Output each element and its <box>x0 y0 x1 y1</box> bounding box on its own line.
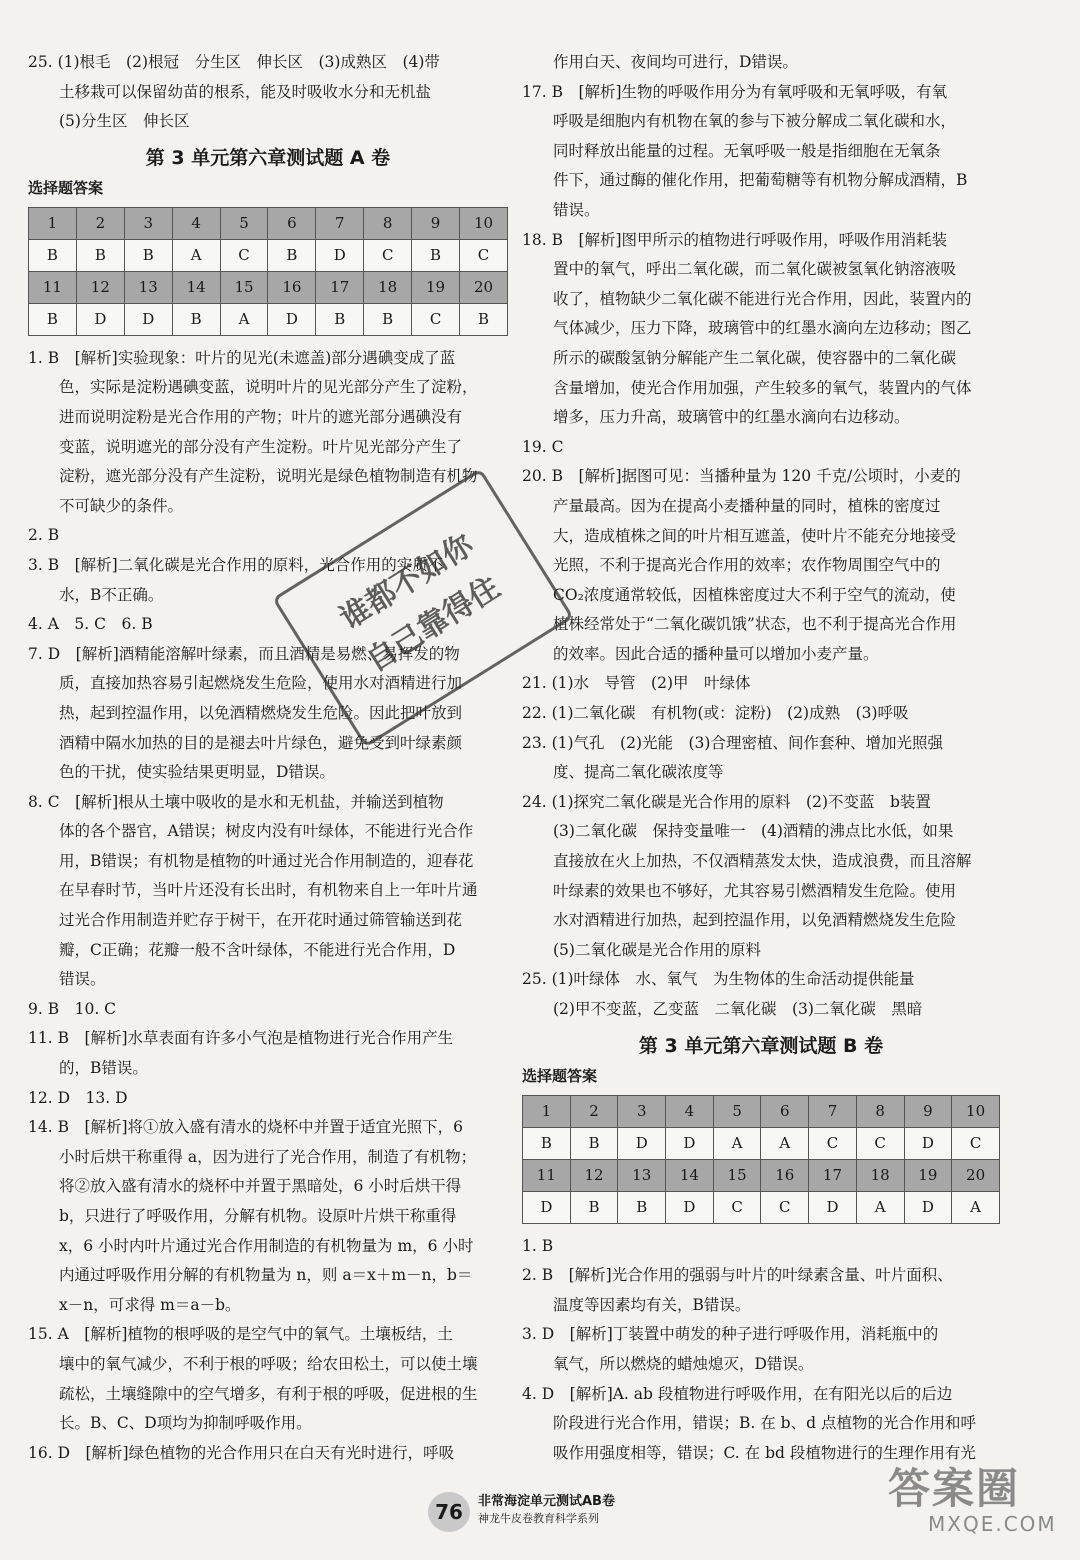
text-line: 所示的碳酸氢钠分解能产生二氧化碳，使容器中的二氧化碳 <box>522 348 957 367</box>
text-line: 叶绿素的效果也不够好，尤其容易引燃酒精发生危险。使用 <box>522 881 957 900</box>
table-cell: B <box>570 1127 618 1159</box>
text-line: x，6 小时内叶片通过光合作用制造的有机物量为 m，6 小时 <box>28 1236 474 1255</box>
text-line: 吸作用强度相等，错误；C. 在 bd 段植物进行的生理作用有光 <box>522 1443 976 1462</box>
table-cell: D <box>268 303 316 335</box>
stamp-text: 谁都不如你 自己靠得住 <box>333 527 507 680</box>
table-cell: C <box>713 1191 761 1223</box>
text-line: 变蓝，说明遮光的部分没有产生淀粉。叶片见光部分产生了 <box>28 437 463 456</box>
table-cell: 12 <box>570 1159 618 1191</box>
text-line: 淀粉，遮光部分没有产生淀粉，说明光是绿色植物制造有机物 <box>28 467 478 486</box>
left-column <box>28 48 508 1468</box>
table-cell: D <box>124 303 172 335</box>
table-cell: C <box>809 1127 857 1159</box>
table-cell: 16 <box>268 271 316 303</box>
text-line: 大，造成植株之间的叶片相互遮盖，使叶片不能充分地接受 <box>522 526 957 545</box>
text-line: 错误。 <box>522 200 600 219</box>
text-line: 水对酒精进行加热，起到控温作用，以免酒精燃烧发生危险 <box>522 911 957 930</box>
table-row <box>523 1159 1000 1191</box>
table-cell: C <box>952 1127 1000 1159</box>
text-line: 25. (1)叶绿体 水、氧气 为生物体的生命活动提供能量 <box>522 970 915 989</box>
text-line: 不可缺少的条件。 <box>28 496 184 515</box>
table-cell: C <box>761 1191 809 1223</box>
text-line: 的效率。因此合适的播种量可以增加小麦产量。 <box>522 644 879 663</box>
text-line: 14. B [解析]将①放入盛有清水的烧杯中并置于适宜光照下，6 <box>28 1118 463 1137</box>
text-line: 含量增加，使光合作用加强，产生较多的氧气，装置内的气体 <box>522 378 972 397</box>
table-cell: 8 <box>856 1095 904 1127</box>
text-line: 水，B不正确。 <box>28 585 164 604</box>
table-cell: 5 <box>220 207 268 239</box>
text-line: 19. C <box>522 437 564 456</box>
text-line: 4. D [解析]A. ab 段植物进行呼吸作用，在有阳光以后的后边 <box>522 1384 953 1403</box>
table-cell: 7 <box>316 207 364 239</box>
table-cell: 17 <box>809 1159 857 1191</box>
text-line: 热，起到控温作用，以免酒精燃烧发生危险。因此把叶放到 <box>28 703 463 722</box>
table-cell: A <box>713 1127 761 1159</box>
text-line: 疏松，土壤缝隙中的空气增多，有利于根的呼吸，促进根的生 <box>28 1384 478 1403</box>
text-line: 22. (1)二氧化碳 有机物(或：淀粉) (2)成熟 (3)呼吸 <box>522 704 909 723</box>
table-cell: 7 <box>809 1095 857 1127</box>
text-line: 体的各个器官，A错误；树皮内没有叶绿体，不能进行光合作 <box>28 822 474 841</box>
text-line: 17. B [解析]生物的呼吸作用分为有氧呼吸和无氧呼吸，有氧 <box>522 82 948 101</box>
table-cell: C <box>412 303 460 335</box>
table-row <box>29 207 508 239</box>
text-line: 度、提高二氧化碳浓度等 <box>522 763 724 782</box>
text-line: (5)二氧化碳是光合作用的原料 <box>522 940 761 959</box>
table-cell: 18 <box>856 1159 904 1191</box>
table-cell: 9 <box>412 207 460 239</box>
table-cell: 3 <box>124 207 172 239</box>
text-line: 小时后烘干称重得 a，因为进行了光合作用，制造了有机物； <box>28 1147 477 1166</box>
text-line: 同时释放出能量的过程。无氧呼吸一般是指细胞在无氧条 <box>522 141 941 160</box>
text-line: 7. D [解析]酒精能溶解叶绿素，而且酒精是易燃、易挥发的物 <box>28 644 460 663</box>
table-cell: C <box>856 1127 904 1159</box>
left-top-answers <box>28 48 508 137</box>
text-line: 2. B [解析]光合作用的强弱与叶片的叶绿素含量、叶片面积、 <box>522 1266 953 1285</box>
text-line: 8. C [解析]根从土壤中吸收的是水和无机盐，并输送到植物 <box>28 792 444 811</box>
text-line: 色，实际是淀粉遇碘变蓝，说明叶片的见光部分产生了淀粉， <box>28 378 478 397</box>
text-line: 呼吸是细胞内有机物在氧的参与下被分解成二氧化碳和水， <box>522 112 957 131</box>
right-bottom-explanations <box>522 1232 1000 1469</box>
text-line: (3)二氧化碳 保持变量唯一 (4)酒精的沸点比水低，如果 <box>522 822 954 841</box>
text-line: 直接放在火上加热，不仅酒精蒸发太快，造成浪费，而且溶解 <box>522 852 972 871</box>
text-line: 20. B [解析]据图可见：当播种量为 120 千克/公顷时，小麦的 <box>522 467 961 486</box>
table-cell: B <box>460 303 508 335</box>
text-line: 件下，通过酶的催化作用，把葡萄糖等有机物分解成酒精，B <box>522 171 968 190</box>
text-line: 壤中的氧气减少，不利于根的呼吸；给农田松土，可以使土壤 <box>28 1354 478 1373</box>
table-cell: 18 <box>364 271 412 303</box>
text-line: 1. B [解析]实验现象：叶片的见光(未遮盖)部分遇碘变成了蓝 <box>28 348 456 367</box>
table-row <box>523 1127 1000 1159</box>
text-line: (2)甲不变蓝，乙变蓝 二氧化碳 (3)二氧化碳 黑暗 <box>522 1000 923 1018</box>
text-line: CO₂浓度通常较低，因植株密度过大不利于空气的流动，使 <box>522 585 956 604</box>
text-line: 12. D 13. D <box>28 1088 128 1107</box>
text-line: 11. B [解析]水草表面有许多小气泡是植物进行光合作用产生 <box>28 1029 454 1048</box>
choice-answers-label-a: 选择题答案 <box>28 178 104 197</box>
text-line: 4. A 5. C 6. B <box>28 615 153 634</box>
table-cell: 20 <box>952 1159 1000 1191</box>
table-cell: B <box>316 303 364 335</box>
section-heading-b: 第 3 单元第六章测试题 B 卷 <box>638 1034 884 1057</box>
table-cell: 4 <box>172 207 220 239</box>
table-cell: 16 <box>761 1159 809 1191</box>
answer-table-a <box>28 207 508 336</box>
table-cell: 17 <box>316 271 364 303</box>
table-cell: C <box>460 239 508 271</box>
text-line: x－n，可求得 m＝a－b。 <box>28 1295 241 1314</box>
table-cell: 14 <box>172 271 220 303</box>
text-line: 24. (1)探究二氧化碳是光合作用的原料 (2)不变蓝 b装置 <box>522 792 931 811</box>
table-cell: A <box>856 1191 904 1223</box>
text-line: 3. B [解析]二氧化碳是光合作用的原料，光合作用的实质不 <box>28 555 444 574</box>
watermark-main: 答案圈 <box>888 1464 1021 1513</box>
text-line: 置中的氧气，呼出二氧化碳，而二氧化碳被氢氧化钠溶液吸 <box>522 260 957 279</box>
table-cell: 6 <box>268 207 316 239</box>
table-cell: B <box>618 1191 666 1223</box>
choice-answers-label-b: 选择题答案 <box>522 1066 598 1085</box>
text-line: 21. (1)水 导管 (2)甲 叶绿体 <box>522 674 751 693</box>
table-cell: B <box>124 239 172 271</box>
table-cell: D <box>666 1127 714 1159</box>
table-row <box>523 1191 1000 1223</box>
table-cell: 5 <box>713 1095 761 1127</box>
table-cell: 15 <box>220 271 268 303</box>
table-cell: B <box>29 239 77 271</box>
table-cell: B <box>76 239 124 271</box>
table-cell: D <box>666 1191 714 1223</box>
text-line: 作用白天、夜间均可进行，D错误。 <box>522 53 798 71</box>
table-cell: B <box>364 303 412 335</box>
text-line: 16. D [解析]绿色植物的光合作用只在白天有光时进行，呼吸 <box>28 1443 455 1462</box>
table-cell: D <box>809 1191 857 1223</box>
table-cell: D <box>618 1127 666 1159</box>
table-cell: 10 <box>952 1095 1000 1127</box>
table-cell: A <box>172 239 220 271</box>
table-cell: D <box>76 303 124 335</box>
table-cell: 1 <box>523 1095 571 1127</box>
text-line: 1. B <box>522 1236 554 1255</box>
table-cell: A <box>761 1127 809 1159</box>
table-cell: 1 <box>29 207 77 239</box>
table-cell: 20 <box>460 271 508 303</box>
text-line: 温度等因素均有关，B错误。 <box>522 1295 751 1314</box>
table-cell: 8 <box>364 207 412 239</box>
section-heading-a: 第 3 单元第六章测试题 A 卷 <box>145 146 391 169</box>
table-cell: B <box>268 239 316 271</box>
text-line: 15. A [解析]植物的根呼吸的是空气中的氧气。土壤板结，土 <box>28 1325 453 1344</box>
watermark-logo <box>888 1456 1068 1552</box>
table-cell: 9 <box>904 1095 952 1127</box>
text-line: 进而说明淀粉是光合作用的产物；叶片的遮光部分遇碘没有 <box>28 407 463 426</box>
table-cell: D <box>904 1191 952 1223</box>
table-cell: C <box>220 239 268 271</box>
watermark-url: MXQE.COM <box>928 1512 1057 1536</box>
text-line: 瓣，C正确；花瓣一般不含叶绿体，不能进行光合作用，D <box>28 940 456 959</box>
right-explanations <box>522 48 1000 1025</box>
table-cell: 11 <box>523 1159 571 1191</box>
text-line: 收了，植物缺少二氧化碳不能进行光合作用，因此，装置内的 <box>522 289 972 308</box>
table-cell: 15 <box>713 1159 761 1191</box>
text-line: 增多，压力升高，玻璃管中的红墨水滴向右边移动。 <box>522 408 910 427</box>
table-cell: 13 <box>618 1159 666 1191</box>
text-line: 产量最高。因为在提高小麦播种量的同时，植株的密度过 <box>522 496 941 515</box>
table-cell: D <box>316 239 364 271</box>
text-line: b，只进行了呼吸作用，分解有机物。设原叶片烘干称重得 <box>28 1207 457 1225</box>
text-line: 在早春时节，当叶片还没有长出时，有机物来自上一年叶片通 <box>28 881 478 900</box>
table-cell: 19 <box>412 271 460 303</box>
text-line: 25. (1)根毛 (2)根冠 分生区 伸长区 (3)成熟区 (4)带 <box>28 53 440 71</box>
text-line: 色的干扰，使实验结果更明显，D错误。 <box>28 763 335 782</box>
text-line: 植株经常处于“二氧化碳饥饿”状态，也不利于提高光合作用 <box>522 615 957 634</box>
text-line: 长。B、C、D项均为抑制呼吸作用。 <box>28 1414 312 1433</box>
text-line: 9. B 10. C <box>28 999 117 1018</box>
text-line: 23. (1)气孔 (2)光能 (3)合理密植、间作套种、增加光照强 <box>522 733 943 752</box>
text-line: 质，直接加热容易引起燃烧发生危险，使用水对酒精进行加 <box>28 674 463 693</box>
answer-table-b <box>522 1095 1000 1224</box>
table-cell: 6 <box>761 1095 809 1127</box>
series-subtitle: 神龙牛皮卷教育科学系列 <box>478 1512 599 1525</box>
table-cell: C <box>364 239 412 271</box>
table-cell: 14 <box>666 1159 714 1191</box>
right-column <box>522 48 1000 1468</box>
text-line: 酒精中隔水加热的目的是褪去叶片绿色，避免受到叶绿素颜 <box>28 733 463 752</box>
text-line: 错误。 <box>28 970 106 989</box>
table-row <box>523 1095 1000 1127</box>
table-cell: D <box>523 1191 571 1223</box>
text-line: 的，B错误。 <box>28 1059 148 1078</box>
text-line: 18. B [解析]图甲所示的植物进行呼吸作用，呼吸作用消耗装 <box>522 230 948 249</box>
page-number: 76 <box>428 1492 470 1532</box>
table-cell: B <box>412 239 460 271</box>
text-line: 将②放入盛有清水的烧杯中并置于黑暗处，6 小时后烘干得 <box>28 1177 462 1196</box>
text-line: 用，B错误；有机物是植物的叶通过光合作用制造的，迎春花 <box>28 851 474 870</box>
table-row <box>29 303 508 335</box>
text-line: 内通过呼吸作用分解的有机物量为 n，则 a＝x＋m－n，b＝ <box>28 1266 473 1285</box>
table-row <box>29 271 508 303</box>
table-cell: A <box>952 1191 1000 1223</box>
text-line: 土移栽可以保留幼苗的根系，能及时吸收水分和无机盐 <box>28 82 432 101</box>
series-title: 非常海淀单元测试AB卷 <box>478 1494 615 1509</box>
table-cell: B <box>523 1127 571 1159</box>
text-line: 过光合作用制造并贮存于树干，在开花时通过筛管输送到花 <box>28 911 463 930</box>
text-line: 光照，不利于提高光合作用的效率；农作物周围空气中的 <box>522 556 941 575</box>
table-cell: A <box>220 303 268 335</box>
text-line: (5)分生区 伸长区 <box>28 112 190 131</box>
table-cell: 2 <box>76 207 124 239</box>
table-cell: 19 <box>904 1159 952 1191</box>
table-cell: D <box>904 1127 952 1159</box>
text-line: 3. D [解析]丁装置中萌发的种子进行呼吸作用，消耗瓶中的 <box>522 1325 939 1344</box>
table-row <box>29 239 508 271</box>
table-cell: B <box>570 1191 618 1223</box>
table-cell: 3 <box>618 1095 666 1127</box>
table-cell: 11 <box>29 271 77 303</box>
table-cell: 12 <box>76 271 124 303</box>
table-cell: 4 <box>666 1095 714 1127</box>
table-cell: 10 <box>460 207 508 239</box>
table-cell: 2 <box>570 1095 618 1127</box>
text-line: 阶段进行光合作用，错误；B. 在 b、d 点植物的光合作用和呼 <box>522 1414 976 1433</box>
table-cell: 13 <box>124 271 172 303</box>
table-cell: B <box>29 303 77 335</box>
text-line: 气体减少，压力下降，玻璃管中的红墨水滴向左边移动；图乙 <box>522 319 972 338</box>
text-line: 2. B <box>28 526 60 545</box>
text-line: 氧气，所以燃烧的蜡烛熄灭，D错误。 <box>522 1354 814 1373</box>
table-cell: B <box>172 303 220 335</box>
